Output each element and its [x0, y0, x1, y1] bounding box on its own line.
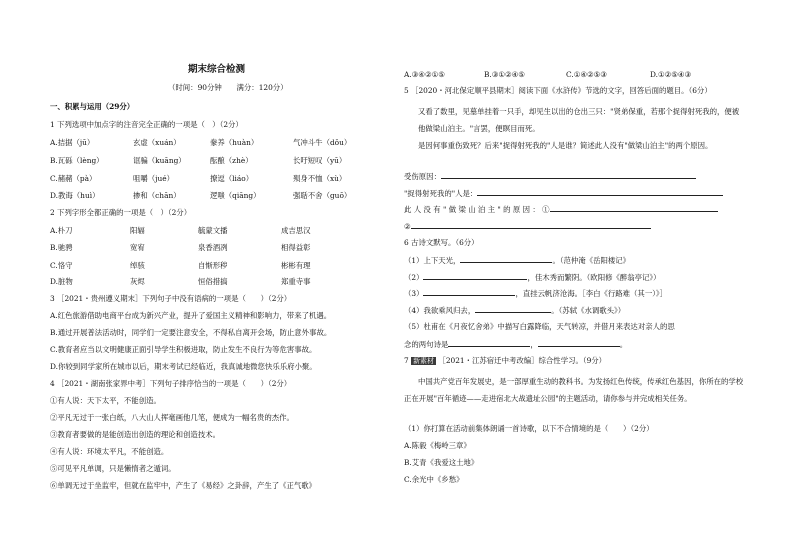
q4-item-2: ②平凡无过于一张白纸，八大山人挥毫画他几笔，便成为一幅名贵的杰作。	[50, 413, 294, 422]
q2-a2: 阳辐	[130, 226, 145, 235]
q2-b2: 宽宥	[130, 243, 145, 252]
q1-b1: B.瓦砾（lèng）	[50, 156, 104, 165]
q1-a3: 豢养（huàn）	[210, 138, 259, 147]
q2-b1: B.驰骋	[50, 243, 73, 252]
q7-opt-c: C.余光中《乡愁》	[404, 475, 464, 484]
q5-stem: 5 ［2020・河北保定顺平县期末］阅读下面《水浒传》节选的文字，回答后面的题目。（6分）	[404, 86, 712, 95]
q6-line-2	[404, 272, 661, 282]
q7-opt-b: B.艾青《我爱这土地》	[404, 458, 479, 467]
q7-passage: 中国共产党百年发展史，是一部厚重生动的教科书。为发扬红色传统，传承红色基因，你所在的学校正在开展"百年循迹——走进宿北大战遗址公园"的主题活动，请你参与并完成相关任务。	[404, 377, 744, 403]
q4-stem: 4 ［2021・湖南张家界中考］下列句子排序恰当的一项是（ ）（2分）	[50, 379, 292, 388]
q5-answer-1-blank[interactable]	[441, 171, 696, 179]
q7-number: 7	[404, 356, 409, 365]
q6-line-1-pre: （1）上下天光，	[404, 256, 461, 265]
q6-line-4-post: 。（苏轼《水调歌头》）	[551, 306, 626, 315]
q5-answer-4-blank[interactable]	[411, 221, 651, 229]
q6-line-3	[404, 288, 667, 298]
q2-a3: 毓蒙文播	[198, 226, 228, 235]
q7-opt-a: A.陈毅《梅岭三章》	[404, 441, 471, 450]
q1-c3: 撩逗（liáo）	[210, 174, 254, 183]
q6-line-4-blank[interactable]	[475, 305, 551, 313]
q4-opt-c: C.①④②⑤③	[566, 70, 607, 79]
q4-item-6: ⑥单调无过于坐监牢，但就在监牢中，产生了《易经》之卦辞，产生了《正气歌》	[50, 481, 317, 490]
q2-a4: 成吉思汉	[281, 226, 311, 235]
q5-answer-2-label: "捉得射死我的"人是：	[404, 189, 478, 198]
exam-subtitle: （时间：90分钟 满分：120分）	[168, 83, 288, 92]
q1-c2: 咀嚼（jué）	[133, 174, 174, 183]
q2-d1: D.脏物	[50, 277, 73, 286]
section-heading: 一、积累与运用（29分）	[50, 102, 135, 111]
q6-line-2-post: ，佳木秀而繁阴。（欧阳修《醉翁亭记》）	[527, 273, 661, 282]
q5-answer-4	[404, 221, 651, 231]
q3-opt-b: B.通过开展普法活动时，同学们一定要注意安全，不得私自离开会场，防止意外事故。	[50, 328, 332, 337]
q6-line-3-post: ，直挂云帆济沧海。［李白《行路难（其一）》］	[515, 289, 667, 298]
q1-b3: 酝酿（zhè）	[210, 156, 253, 165]
q1-c4: 殒身不恤（xù）	[293, 174, 347, 183]
q1-c1: C.赭赭（pà）	[50, 174, 97, 183]
q1-d2: 掺和（chān）	[133, 191, 181, 200]
q5-answer-4-label: ②	[404, 222, 411, 231]
q2-stem: 2 下列字形全都正确的一项是（ ）（2分）	[50, 208, 192, 217]
q1-b2: 诓骗（kuāng）	[133, 156, 186, 165]
q4-item-1: ①有人说：天下太平，不能创造。	[50, 396, 161, 405]
q2-c4: 彬彬有理	[281, 261, 311, 270]
q4-opt-b: B.③①②④⑤	[484, 70, 525, 79]
q2-b4: 相得益彰	[281, 243, 311, 252]
q2-d3: 恒俗措搞	[198, 277, 228, 286]
q7-sub1: （1）你打算在活动前集体朗诵一首诗歌，以下不合情境的是（ ）（2分）	[404, 424, 654, 433]
q1-d4: 强聒不舍（guō）	[293, 191, 352, 200]
page-title: 期末综合检测	[188, 64, 246, 75]
q6-line-4	[404, 305, 625, 315]
q3-opt-a: A.红色旅游借助电商平台成为新兴产业，提升了爱国主义精神和影响力，带来了机遇。	[50, 311, 332, 320]
q1-stem: 1 下列选项中加点字的注音完全正确的一项是（ ）（2分）	[50, 120, 243, 129]
q1-b4: 长吁短叹（yū）	[293, 156, 347, 165]
q1-a1: A.拮据（jū）	[50, 138, 95, 147]
q5-answer-1	[404, 171, 696, 181]
q5-question: 是因何事重伤致死？后来"捉得射死我的"人是谁？简述此人没有"做梁山泊主"的两个原因。	[418, 141, 713, 150]
q4-opt-a: A.③④②①⑤	[404, 70, 445, 79]
q2-c1: C.恪守	[50, 261, 73, 270]
q6-line-1-post: 。（范仲淹《岳阳楼记》	[552, 256, 631, 265]
new-material-tag: 新素材	[413, 357, 435, 365]
q5-answer-2	[404, 188, 723, 198]
q4-item-5: ⑤可见平凡单调，只是懒惰者之遁词。	[50, 464, 176, 473]
q6-line-2-blank[interactable]	[423, 272, 527, 280]
q6-line-5b-blank-2[interactable]	[538, 339, 620, 347]
q5-answer-3	[404, 204, 718, 214]
q2-c3: 自惭形秽	[198, 261, 228, 270]
q3-opt-d: D.你较到同学家所在城市以后，期末考试已经临近，我真诚地微您快乐乐府小聚。	[50, 362, 317, 371]
q3-opt-c: C.教育者应当以文明健康正面引导学生积极进取，防止发生不良行为等危害事故。	[50, 345, 317, 354]
q6-line-5b-blank-1[interactable]	[448, 339, 530, 347]
q1-d1: D.教诲（huì）	[50, 191, 100, 200]
q3-stem: 3 ［2021・贵州遵义期末］下列句子中没有语病的一项是（ ）（2分）	[50, 294, 292, 303]
q2-d4: 郑重寺事	[281, 277, 311, 286]
q2-c2: 绰骇	[130, 261, 145, 270]
q6-stem: 6 古诗文默写。（6分）	[404, 238, 479, 247]
q5-answer-2-blank[interactable]	[477, 188, 723, 196]
q4-item-3: ③教育者要做的是能创造出创造的理论和创造技术。	[50, 430, 220, 439]
q1-d3: 逻嗤（qiāng）	[210, 191, 261, 200]
q1-a4: 气冲斗牛（dǒu）	[293, 138, 352, 147]
q5-answer-1-label: 受伤原因：	[404, 172, 441, 181]
q6-line-4-pre: （4）我欲乘风归去，	[404, 306, 476, 315]
q7-stem-text: ［2021・江苏宿迁中考改编］综合性学习。（9分）	[438, 356, 607, 365]
q6-line-1-blank[interactable]	[460, 255, 552, 263]
q1-a2: 玄虚（xuán）	[133, 138, 181, 147]
q4-item-4: ④有人说：环境太平凡，不能创造。	[50, 447, 169, 456]
q5-answer-3-label: 此 人 没 有 " 做 梁 山 泊 主 " 的 原 因 ： ①	[404, 205, 550, 214]
q2-b3: 泉香酒冽	[198, 243, 228, 252]
q6-line-3-pre: （3）	[404, 289, 424, 298]
q5-answer-3-blank[interactable]	[550, 204, 718, 212]
q6-line-5b: 念的两句诗是 ， 。	[404, 340, 628, 349]
q5-passage: 又看了数里，见墓单挂着一只手，却见生以出的仓出三只："贤弟保重，若那个捉得射死我的，便被他做梁山泊主。"言罢，便瞑目而死。	[418, 107, 740, 133]
q4-opt-d: D.①②⑤④③	[650, 70, 692, 79]
q7-stem	[404, 356, 606, 365]
q2-d2: 灰烬	[130, 277, 145, 286]
q6-line-1	[404, 255, 630, 265]
q2-a1: A.朴刀	[50, 226, 73, 235]
q6-line-5: （5）杜甫在《月夜忆舍弟》中描写白露降临，天气转凉，并借月来表达对亲人的思	[404, 322, 675, 331]
q6-line-5b-text: 念的两句诗是	[404, 340, 449, 349]
q6-line-2-pre: （2）	[404, 273, 424, 282]
q6-line-3-blank[interactable]	[423, 288, 515, 296]
